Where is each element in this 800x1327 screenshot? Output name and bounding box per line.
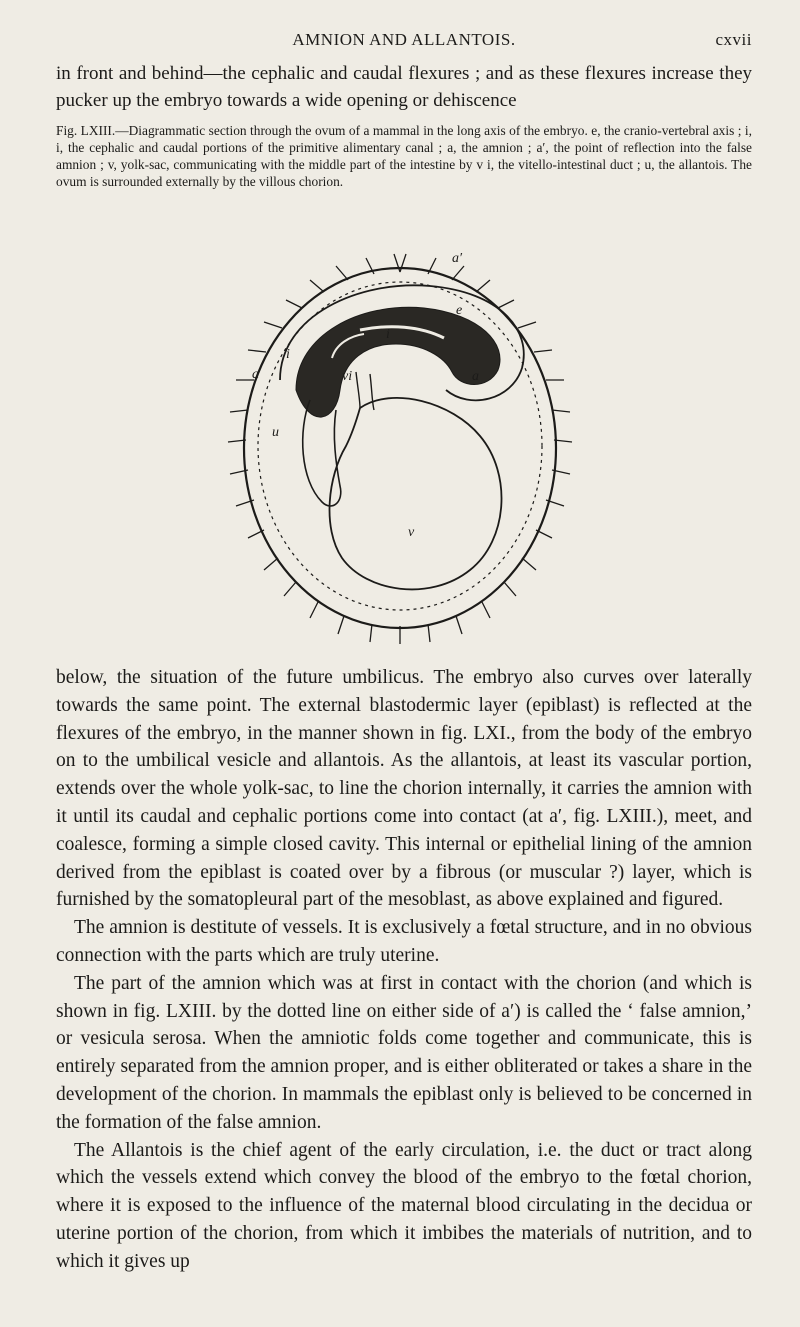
label-a: a bbox=[252, 367, 259, 382]
figure-caption-text: Fig. LXIII.—Diagrammatic section through the ovum of a mammal in the long axis of the embryo. e, the cranio-vertebral axis ; i, i, the cephalic and caudal portions of the primitive alimentary canal ; a, the amnion ; a′, the point of reflection into the false amnion ; v, yolk-sac, communicating with the middle part of the intestine by v i, the vitello-intestinal duct ; u, the allantois. The ovum is surrounded externally by the villous chorion. bbox=[56, 123, 752, 189]
label-e: e bbox=[456, 303, 463, 318]
label-i-top: i bbox=[386, 327, 390, 342]
label-a-prime: a′ bbox=[452, 251, 463, 266]
figure-caption bbox=[56, 122, 752, 190]
paragraph-1: below, the situation of the future umbilicus. The embryo also curves over laterally towards the same point. The external blastodermic layer (epiblast) is reflected at the flexures of the embryo, in the manner shown in fig. LXI., from the body of the embryo on to the umbilical vesicle and allantois. As the allantois, at least its vascular portion, extends over the whole yolk-sac, to line the chorion internally, it carries the amnion with it until its caudal and cephalic portions come into contact (at a′, fig. LXIII.), meet, and coalesce, forming a simple closed cavity. This internal or epithelial lining of the amnion derived from the epiblast is coated over by a fibrous (or muscular ?) layer, which is furnished by the somatopleural part of the mesoblast, as above explained and figured. bbox=[56, 667, 752, 911]
body-text bbox=[56, 664, 752, 1276]
running-title: AMNION AND ALLANTOIS. bbox=[292, 30, 516, 49]
intro-paragraph: in front and behind—the cephalic and caudal flexures ; and as these flexures increase they pucker up the embryo towards a wide opening or dehiscence bbox=[56, 63, 752, 111]
label-v: v bbox=[408, 525, 415, 540]
label-a-right: a bbox=[472, 369, 479, 384]
ovum-section-diagram bbox=[160, 240, 640, 660]
paragraph-4: The Allantois is the chief agent of the early circulation, i.e. the duct or tract along which the vessels extend which convey the blood of the embryo to the fœtal chorion, where it is exposed to the influence of the maternal blood circulating in the decidua or uterine portion of the chorion, from which it imbibes the materials of nutrition, and to which it gives up bbox=[56, 1139, 752, 1272]
paragraph-3: The part of the amnion which was at first in contact with the chorion (and which is shown in fig. LXIII. by the dotted line on either side of a′) is called the ‘ false amnion,’ or vesicula serosa. When the amniotic folds come together and communicate, this is entirely separated from the amnion proper, and is either obliterated or takes a share in the development of the chorion. In mammals the epiblast only is believed to be concerned in the formation of the false amnion. bbox=[56, 972, 752, 1133]
page-number: cxvii bbox=[715, 30, 752, 49]
label-vi: vi bbox=[342, 369, 353, 384]
label-i-left: i bbox=[286, 347, 290, 362]
label-u: u bbox=[272, 425, 279, 440]
running-head bbox=[56, 30, 752, 52]
paragraph-2: The amnion is destitute of vessels. It is exclusively a fœtal structure, and in no obvious connection with the parts which are truly uterine. bbox=[56, 917, 752, 966]
yolk-sac-outline bbox=[330, 398, 502, 590]
figure-lxiii bbox=[160, 240, 640, 660]
